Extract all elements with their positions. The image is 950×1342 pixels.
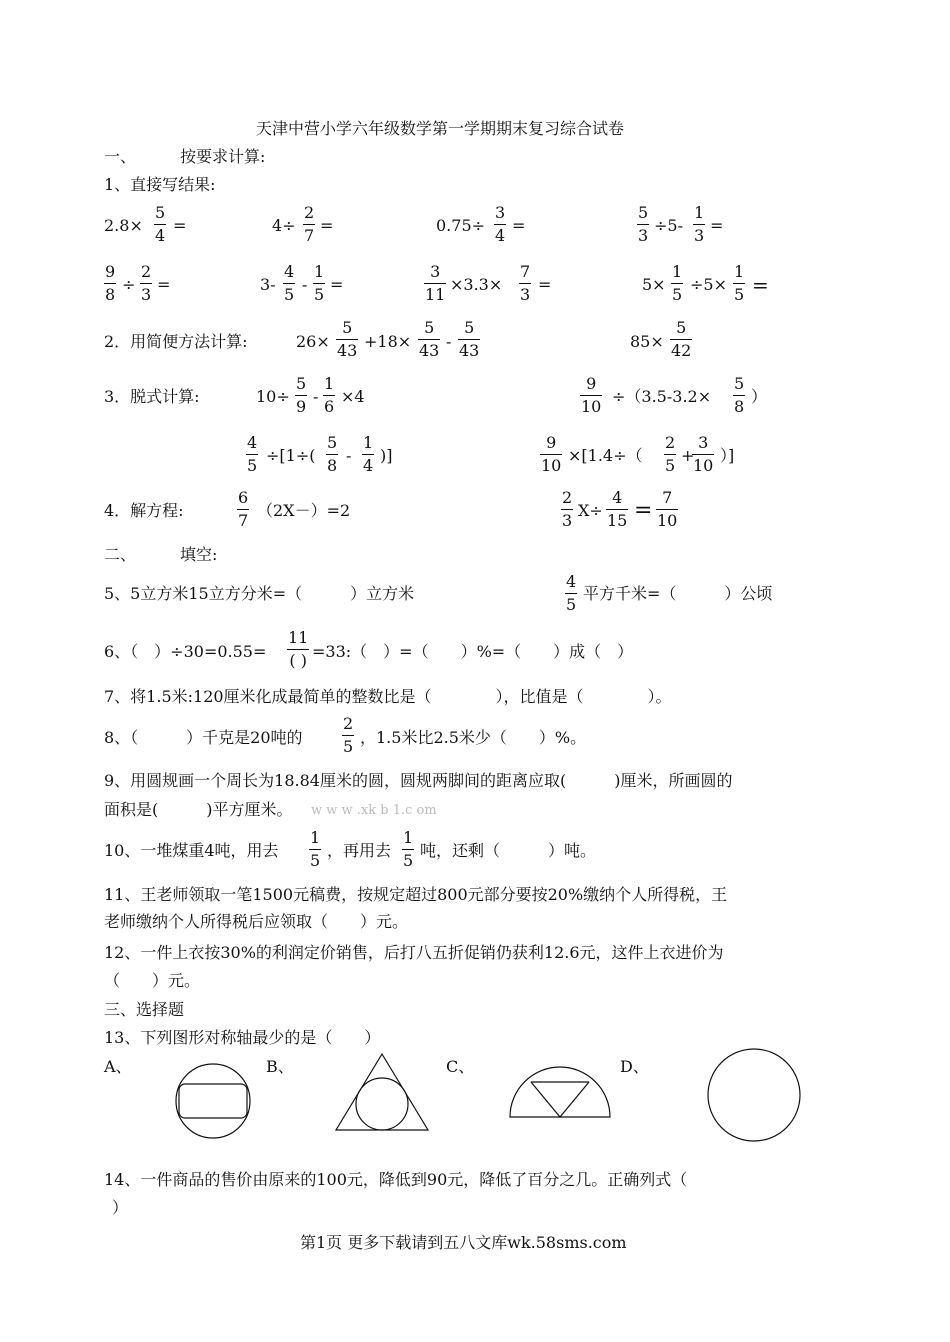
fraction: 9 10 [541,433,562,475]
fraction: 1 5 [672,262,683,304]
question-5: 5、5立方米15立方分米=（ ）立方米 [104,584,415,603]
fraction: 2 3 [562,488,573,530]
fraction: 1 3 [694,203,705,245]
expr-text: - [446,332,452,351]
expr-text: 3- [260,275,276,294]
fraction: 9 10 [581,374,602,416]
fraction: 1 5 [403,828,414,870]
figure-semicircle-triangle [509,1066,611,1118]
expr-text: - [302,275,308,294]
expr-text: ×4 [341,387,365,406]
expr-text: ×[1.4÷（ [568,446,643,465]
section-heading: 三、选择题 [104,1000,185,1019]
fraction: 5 4 [155,203,166,245]
expr-text: 2.8× [104,216,143,235]
footer: 第1页 更多下载请到五八文库wk.58sms.com [300,1233,627,1252]
question-12-line2: （ ）元。 [104,971,201,990]
question-6: 6、（ ）÷30=0.55= [104,642,267,661]
expr-text: ÷（3.5-3.2× [612,387,712,406]
expr-text: 85× [630,332,664,351]
fraction: 5 42 [671,318,692,360]
equals-sign: = [752,273,769,297]
question-14-line2: ） [112,1198,129,1217]
option-b-label: B、 [266,1057,294,1076]
equals-sign: = [634,498,653,523]
section-heading: 按要求计算: [180,147,266,166]
question-4-label: 4．解方程: [104,501,184,520]
fraction: 5 43 [419,318,440,360]
equals-sign: = [512,216,526,235]
expr-text: 4÷ [272,216,296,235]
expr-text: 平方千米=（ ）公顷 [583,584,773,603]
equals-sign: = [330,275,344,294]
fraction: 5 3 [638,203,649,245]
expr-text: ） [751,387,768,406]
expr-text: 0.75÷ [436,216,486,235]
section-heading: 填空: [180,545,218,564]
question-9-line1: 9、用圆规画一个周长为18.84厘米的圆，圆规两脚间的距离应取( )厘米，所画圆的 [104,771,733,790]
expr-text: ÷5- [654,216,683,235]
expr-text: )] [380,446,393,465]
fraction: 2 3 [141,262,152,304]
question-2-label: 2．用简便方法计算: [104,332,248,351]
fraction: 2 5 [343,714,354,756]
question-14-line1: 14、一件商品的售价由原来的100元，降低到90元，降低了百分之几。正确列式（ [104,1170,688,1189]
question-10: 10、一堆煤重4吨，用去 [104,841,279,860]
expr-text: + [681,446,695,465]
equals-sign: = [538,275,552,294]
equals-sign: = [157,275,171,294]
expr-text: - [313,387,319,406]
section-number: 二、 [104,545,137,564]
fraction: 4 15 [607,488,628,530]
expr-text: ，1.5米比2.5米少（ ）%。 [360,728,587,747]
question-3-label: 3．脱式计算: [104,387,200,406]
equals-sign: = [710,216,724,235]
expr-text: ，再用去 [327,841,392,860]
figure-triangle-circle [334,1052,430,1132]
equals-sign: = [173,216,187,235]
expr-text: ÷[1÷( [266,446,316,465]
fraction: 5 43 [459,318,480,360]
question-1-label: 1、直接写结果: [104,175,216,194]
fraction: 1 5 [734,262,745,304]
fraction: 3 4 [495,203,506,245]
question-9-line2: 面积是( )平方厘米。 [104,800,293,819]
figure-circle [707,1048,801,1142]
fraction: 5 8 [327,433,338,475]
fraction: 4 5 [566,572,577,614]
expr-text: （2X－）=2 [257,501,351,520]
fraction: 1 5 [314,262,325,304]
watermark: w w w .xk b 1.c om [311,803,437,818]
expr-text: ）] [720,446,735,465]
expr-text: 10÷ [256,387,290,406]
fraction: 1 4 [363,433,374,475]
expr-text: X÷ [578,501,603,520]
fraction: 11 ( ) [288,628,309,670]
question-13: 13、下列图形对称轴最少的是（ ） [104,1028,381,1047]
expr-text: 5× [642,275,666,294]
fraction: 5 8 [734,374,745,416]
fraction: 2 7 [304,203,315,245]
section-number: 一、 [104,147,137,166]
fraction: 3 11 [425,262,446,304]
fraction: 4 5 [247,433,258,475]
expr-text: 吨，还剩（ ）吨。 [420,841,597,860]
option-c-label: C、 [446,1057,475,1076]
page-title: 天津中营小学六年级数学第一学期期末复习综合试卷 [256,119,625,138]
question-8: 8、（ ）千克是20吨的 [104,728,303,747]
fraction: 9 8 [105,262,116,304]
expr-text: ÷ [122,275,136,294]
expr-text: 26× [296,332,330,351]
fraction: 3 10 [693,433,714,475]
expr-text: - [346,446,352,465]
option-a-label: A、 [104,1057,132,1076]
fraction: 1 6 [324,374,335,416]
question-12-line1: 12、一件上衣按30%的利润定价销售，后打八五折促销仍获利12.6元，这件上衣进价为 [104,943,724,962]
fraction: 1 5 [310,828,321,870]
expr-text: ÷5× [690,275,727,294]
fraction: 4 5 [284,262,295,304]
question-11-line2: 老师缴纳个人所得税后应领取（ ）元。 [104,912,409,931]
expr-text: +18× [364,332,412,351]
option-d-label: D、 [620,1057,649,1076]
fraction: 7 3 [520,262,531,304]
fraction: 6 7 [238,488,249,530]
fraction: 5 43 [337,318,358,360]
question-7: 7、将1.5米:120厘米化成最简单的整数比是（ ），比值是（ ）。 [104,687,672,706]
fraction: 2 5 [665,433,676,475]
fraction: 7 10 [657,488,678,530]
figure-circle-rectangle [176,1060,250,1142]
fraction: 5 9 [296,374,307,416]
expr-text: =33:（ ）=（ ）%=（ ）成（ ） [312,642,634,661]
question-11-line1: 11、王老师领取一笔1500元稿费，按规定超过800元部分要按20%缴纳个人所得税，王 [104,885,728,904]
expr-text: ×3.3× [450,275,503,294]
equals-sign: = [320,216,334,235]
